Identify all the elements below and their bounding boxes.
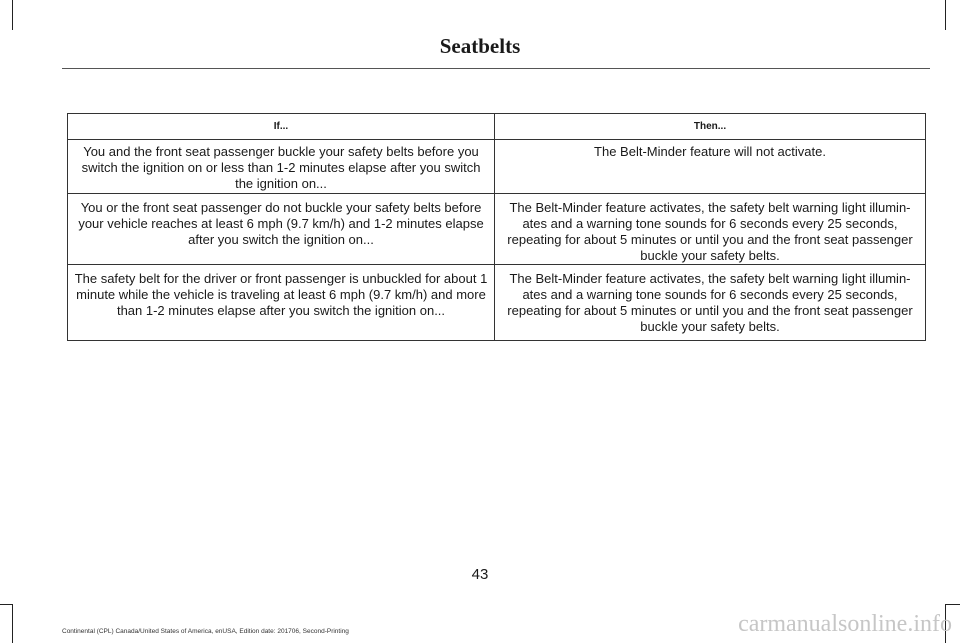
header-if: If... — [68, 114, 495, 140]
edition-footer: Continental (CPL) Canada/United States of America, enUSA, Edition date: 201706, Second-Printing — [62, 628, 349, 635]
result-cell: The Belt-Minder feature activates, the safety belt warning light illumin-ates and a warning tone sounds for 6 seconds every 25 seconds, repeating for about 5 minutes or until you and the front seat passenger buckle your safety belts. — [495, 194, 926, 265]
watermark: carmanualsonline.info — [738, 611, 952, 637]
condition-cell: The safety belt for the driver or front passenger is unbuckled for about 1 minute while the vehicle is traveling at least 6 mph (9.7 km/h) and more than 1-2 minutes elapse after you switch the ignition on... — [68, 265, 495, 341]
condition-cell: You or the front seat passenger do not buckle your safety belts before your vehicle reaches at least 6 mph (9.7 km/h) and 1-2 minutes elapse after you switch the ignition on... — [68, 194, 495, 265]
crop-mark-bottom-right-h — [945, 604, 960, 605]
crop-mark-bottom-left-h — [0, 604, 13, 605]
table-row — [68, 140, 926, 194]
condition-cell: You and the front seat passenger buckle your safety belts before you switch the ignition on or less than 1-2 minutes elapse after you switch the ignition on... — [68, 140, 495, 194]
header-then: Then... — [495, 114, 926, 140]
crop-mark-bottom-left — [12, 605, 13, 643]
table-header-row — [68, 114, 926, 140]
title-divider — [62, 68, 930, 69]
result-cell: The Belt-Minder feature activates, the safety belt warning light illumin-ates and a warning tone sounds for 6 seconds every 25 seconds, repeating for about 5 minutes or until you and the front seat passenger buckle your safety belts. — [495, 265, 926, 341]
belt-minder-table — [67, 113, 926, 341]
page-title: Seatbelts — [439, 34, 521, 58]
result-cell: The Belt-Minder feature will not activate. — [495, 140, 926, 194]
crop-mark-top-left — [12, 0, 13, 30]
crop-mark-top-right — [945, 0, 946, 30]
table-row — [68, 194, 926, 265]
table-row — [68, 265, 926, 341]
page-number: 43 — [471, 566, 489, 583]
